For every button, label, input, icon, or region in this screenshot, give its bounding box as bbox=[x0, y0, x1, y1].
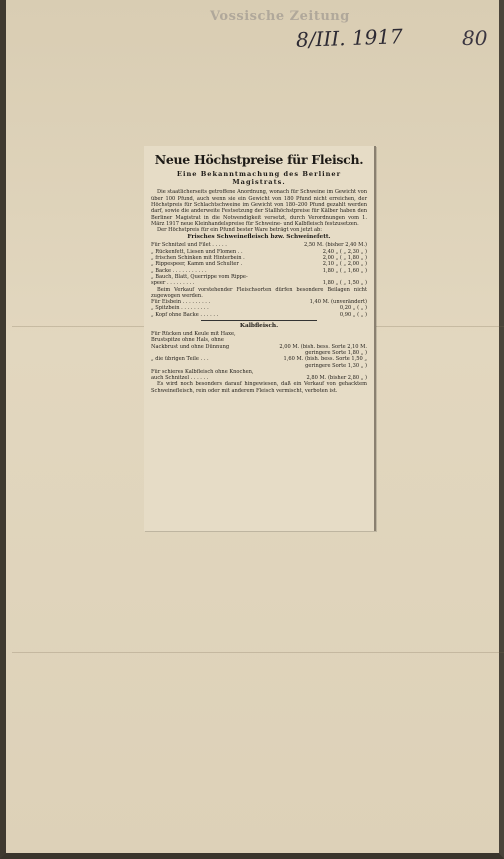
price-row-label: „ Kopf ohne Backe . . . . . . bbox=[151, 311, 219, 318]
article-subtitle: Magistrats. bbox=[232, 178, 286, 187]
price-row-value: 2,00 „ ( „ 1,80 „ ) bbox=[322, 255, 367, 262]
pork-price-list bbox=[151, 242, 367, 286]
price-row-value: 0,20 „ ( „ ) bbox=[339, 305, 367, 312]
price-row-value: 2,10 „ ( „ 2,00 „ ) bbox=[322, 261, 367, 268]
price-row-label: auch Schnitzel . . . . . . bbox=[151, 375, 209, 382]
pork-price-list-2 bbox=[151, 299, 367, 318]
price-row-value: 2,00 M. (bish. bess. Sorte 2,10 M. bbox=[279, 343, 367, 350]
price-row-label: Nackbrust und ohne Dünnung bbox=[151, 343, 230, 350]
divider bbox=[201, 320, 317, 321]
price-row-label: Brustspitze ohne Hals, ohne bbox=[151, 337, 224, 344]
handwritten-date: 8/III. 1917 bbox=[295, 24, 404, 52]
price-row-label: „ frischen Schinken mit Hinterbein . bbox=[151, 255, 245, 262]
price-row-value: 2,40 „ ( „ 2,30 „ ) bbox=[322, 248, 367, 255]
price-row-value: 1,60 M. (bish. bess. Sorte 1,50 „ bbox=[283, 356, 367, 363]
article-title: Neue Höchstpreise für Fleisch. bbox=[154, 152, 364, 167]
price-row-label: Für Rücken und Keule mit Haxe, bbox=[151, 331, 236, 338]
price-row-value: geringere Sorte 1,80 „ ) bbox=[305, 349, 367, 356]
price-row-value: 1,40 M. (unverändert) bbox=[309, 299, 367, 306]
section-heading-pork: Frisches Schweinefleisch bzw. Schweinefett. bbox=[187, 234, 331, 241]
price-row-value: geringere Sorte 1,30 „ ) bbox=[305, 362, 367, 369]
price-row-label: „ Rückenfett, Liesen und Flomen . . bbox=[151, 248, 243, 255]
price-row-label: Für Schnitzel und Filet . . . . . bbox=[151, 242, 227, 249]
fold-line bbox=[12, 652, 504, 653]
closing-paragraph: Es wird noch besonders darauf hingewiesen, daß ein Verkauf von gehacktem Schweinefleisch, rein oder mit anderem Fleisch vermischt, verboten ist. bbox=[151, 381, 367, 394]
price-row-value: 2,50 M. (bisher 2,40 M.) bbox=[303, 242, 367, 249]
price-row-label: „ Backe . . . . . . . . . . . bbox=[151, 267, 207, 274]
newspaper-clipping bbox=[144, 146, 376, 531]
price-row-label: „ Rippespeer, Kamm und Schulter . bbox=[151, 261, 243, 268]
price-row-label: „ Bauch, Blatt, Querrippe vom Rippe- bbox=[151, 273, 248, 280]
price-row bbox=[151, 312, 367, 318]
pork-note: Beim Verkauf vorstehender Fleischsorten dürfen besondere Beilagen nicht zugewogen werden. bbox=[151, 286, 367, 299]
section-heading-veal: Kalbfleisch. bbox=[239, 323, 279, 330]
newspaper-stamp: Vossische Zeitung bbox=[210, 9, 350, 24]
price-row-value: 0,90 „ ( „ ) bbox=[339, 311, 367, 318]
price-row-value: 1,80 „ ( „ 1,60 „ ) bbox=[322, 267, 367, 274]
veal-price-list bbox=[151, 331, 367, 381]
price-row-label: „ Spitzbein . . . . . . . . . bbox=[151, 305, 209, 312]
price-row-label: speer . . . . . . . . . bbox=[151, 280, 195, 287]
price-row-value: 1,80 „ ( „ 1,50 „ ) bbox=[322, 280, 367, 287]
price-row-value: 2,80 M. (bisher 2,80 „ ) bbox=[306, 375, 367, 382]
handwritten-number: 80 bbox=[462, 26, 488, 50]
highest-price-line: Der Höchstpreis für ein Pfund bester Ware beträgt von jetzt ab: bbox=[157, 227, 323, 234]
price-row-label: Für schieres Kalbfleisch ohne Knochen, bbox=[151, 368, 254, 375]
intro-paragraph: Die staatlicherseits getroffene Anordnung, wonach für Schweine im Gewicht von über 100 Pfund, auch wenn sie ein Gewicht von 180 Pfund nicht erreichen, der Höchstpreis für Schlachtschweine im Gewicht von 180–200 Pfund gezahlt werden darf, sowie die anderweite Festsetzung der Stallhöchstpreise für Kälber haben den Berliner Magistrat in die Notwendigkeit versetzt, durch Verordnungen vom 1. März 1917 neue Kleinhandelspreise für Schweine- und Kalbfleisch festzusetzen. bbox=[151, 189, 367, 227]
article-subtitle: Eine Bekanntmachung des Berliner bbox=[176, 170, 342, 178]
price-row-label: „ die übrigen Teile . . . bbox=[151, 356, 209, 363]
price-row-label: Für Eisbein . . . . . . . . . bbox=[151, 299, 211, 306]
